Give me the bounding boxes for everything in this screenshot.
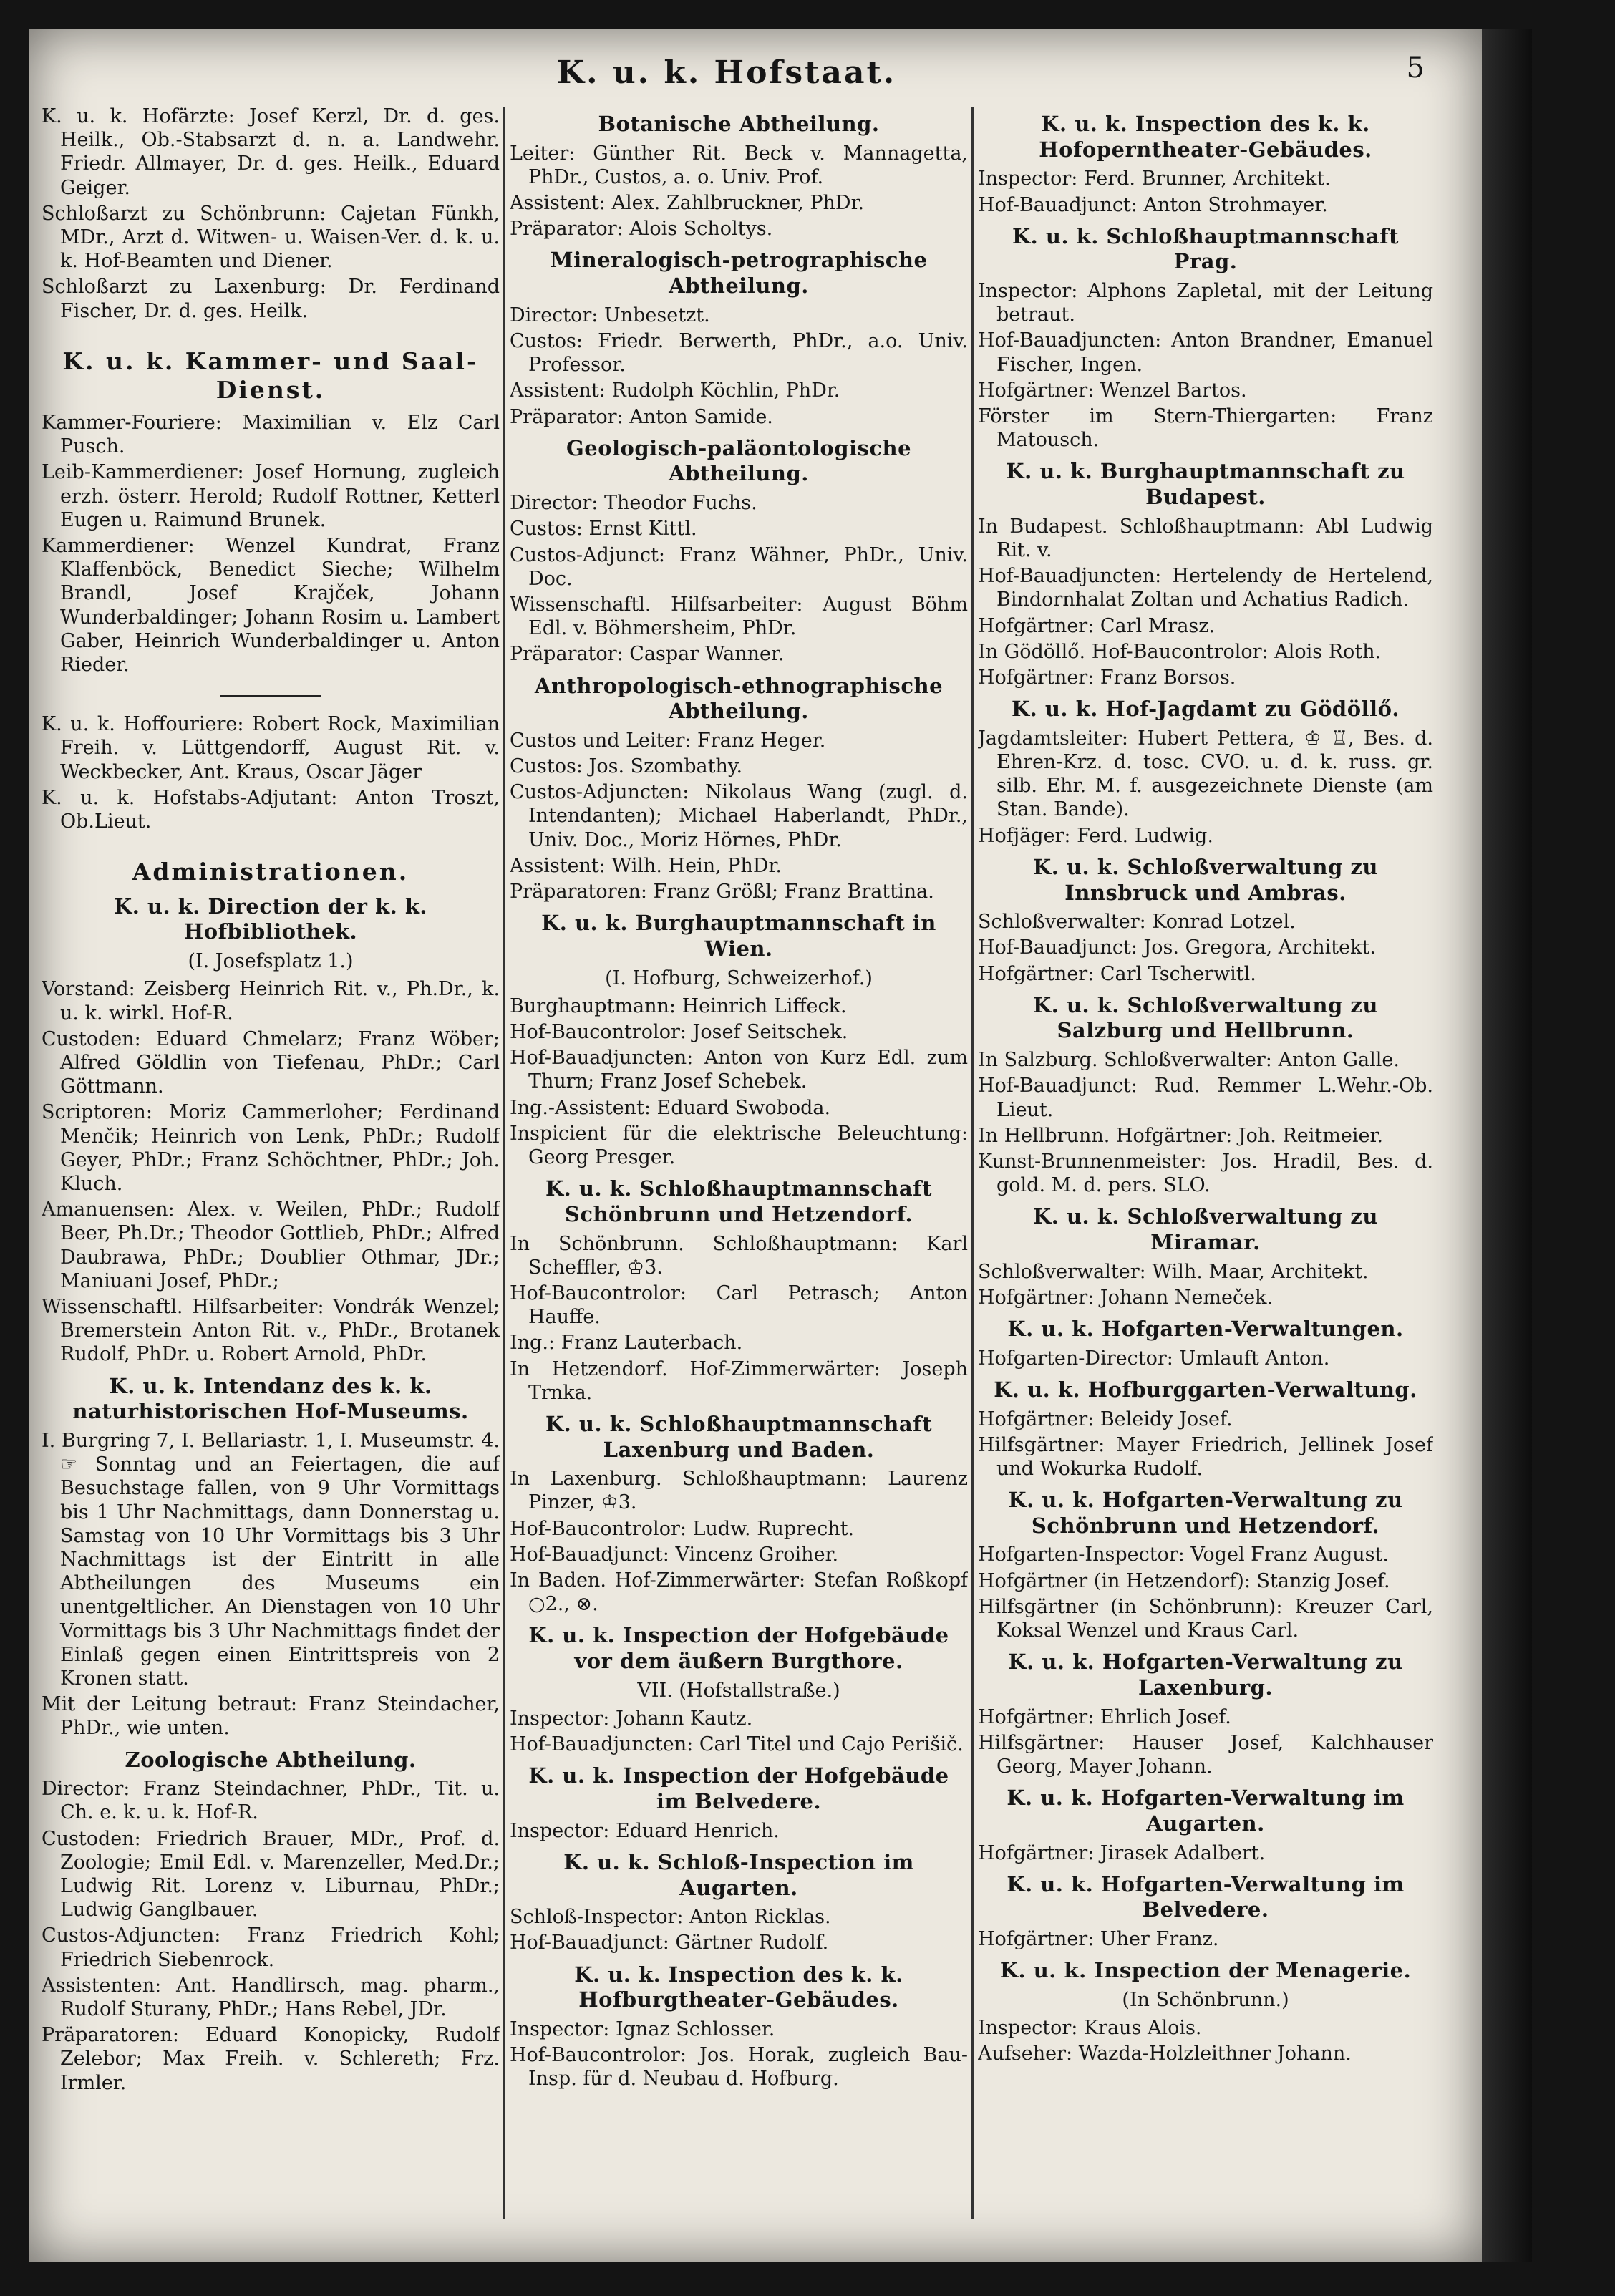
address-line: (I. Josefsplatz 1.) xyxy=(188,950,354,973)
directory-entry: Hofgarten-Inspector: Vogel Franz August. xyxy=(978,1544,1389,1566)
address-line: (In Schönbrunn.) xyxy=(1122,1988,1289,2011)
directory-entry: Hof-Baucontrolor: Josef Seitschek. xyxy=(510,1020,848,1043)
section-heading: K. u. k. Burghauptmannschaft zu Budapest. xyxy=(1006,459,1405,510)
directory-entry: Hof-Bauadjunct: Jos. Gregora, Architekt. xyxy=(978,936,1376,959)
directory-entry: Inspector: Ferd. Brunner, Architekt. xyxy=(978,168,1331,190)
address-line: (I. Hofburg, Schweizerhof.) xyxy=(605,967,873,989)
directory-entry: Wissenschaftl. Hilfsarbeiter: Vondrák Wenzel; Bremerstein Anton Rit. v., PhDr., Brotanek Rudolf, PhDr. u. Robert Arnold, PhDr. xyxy=(42,1295,500,1366)
directory-entry: Präparator: Anton Samide. xyxy=(510,405,773,428)
section-heading: K. u. k. Hofgarten-Verwaltung im Augarten. xyxy=(1007,1786,1405,1836)
directory-entry: I. Burgring 7, I. Bellariastr. 1, I. Museumstr. 4. ☞ Sonntag und an Feiertagen, die auf Besuchstage fallen, von 9 Uhr Vormittags bis 1 Uhr Nachmittags, dann Donnerstag u. Samstag von 10 Uhr Vormittags bis 3 Uhr Nachmittags ist der Eintritt in alle Abtheilungen des Museums ein unentgeltlicher. An Dienstagen von 10 Uhr Vormittags bis 3 Uhr Nachmittags findet der Einlaß gegen einen Eintrittspreis von 2 Kronen statt. xyxy=(42,1429,500,1690)
directory-entry: Hof-Bauadjuncten: Hertelendy de Hertelend, Bindornhalat Zoltan und Achatius Radich. xyxy=(978,565,1433,611)
section-heading: K. u. k. Inspection der Hofgebäude vor dem äußern Burgthore. xyxy=(528,1623,949,1674)
section-heading: Anthropologisch-ethnographische Abtheilung. xyxy=(534,673,944,724)
directory-entry: Präparatoren: Franz Größl; Franz Brattina. xyxy=(510,881,934,904)
column-middle xyxy=(510,105,968,2224)
section-heading: K. u. k. Inspection der Menagerie. xyxy=(999,1958,1412,1983)
book-edge xyxy=(1482,29,1532,2262)
section-heading: K. u. k. Hofburggarten-Verwaltung. xyxy=(994,1377,1417,1402)
directory-entry: In Hellbrunn. Hofgärtner: Joh. Reitmeier. xyxy=(978,1124,1383,1147)
directory-entry: Schloßarzt zu Laxenburg: Dr. Ferdinand Fischer, Dr. d. ges. Heilk. xyxy=(42,276,500,322)
directory-entry: Hof-Bauadjunct: Vincenz Groiher. xyxy=(510,1543,839,1566)
directory-entry: Präparatoren: Eduard Konopicky, Rudolf Zelebor; Max Freih. v. Schlereth; Frz. Irmler. xyxy=(42,2024,500,2094)
section-heading: K. u. k. Hofgarten-Verwaltung zu Laxenburg. xyxy=(1008,1650,1403,1700)
section-heading: K. u. k. Schloßverwaltung zu Innsbruck und Ambras. xyxy=(1033,854,1378,905)
section-heading: K. u. k. Schloßverwaltung zu Miramar. xyxy=(1033,1204,1378,1254)
section-heading: K. u. k. Intendanz des k. k. naturhistorischen Hof-Museums. xyxy=(72,1373,469,1424)
directory-entry: Custoden: Eduard Chmelarz; Franz Wöber; Alfred Göldlin von Tiefenau, PhDr.; Carl Göttmann. xyxy=(42,1027,500,1098)
directory-entry: Vorstand: Zeisberg Heinrich Rit. v., Ph.Dr., k. u. k. wirkl. Hof-R. xyxy=(42,978,500,1025)
section-heading: K. u. k. Schloß-Inspection im Augarten. xyxy=(563,1849,914,1900)
directory-entry: Hofgärtner: Carl Tscherwitl. xyxy=(978,962,1256,985)
directory-entry: Director: Franz Steindachner, PhDr., Tit. u. Ch. e. k. u. k. Hof-R. xyxy=(42,1778,500,1824)
directory-entry: K. u. k. Hoffouriere: Robert Rock, Maximilian Freih. v. Lüttgendorff, August Rit. v. Weckbecker, Ant. Kraus, Oscar Jäger xyxy=(42,713,500,783)
directory-entry: In Budapest. Schloßhauptmann: Abl Ludwig Rit. v. xyxy=(978,515,1433,561)
directory-entry: In Baden. Hof-Zimmerwärter: Stefan Roßkopf ○2., ⊗. xyxy=(510,1569,968,1616)
directory-entry: Inspector: Alphons Zapletal, mit der Leitung betraut. xyxy=(978,280,1433,326)
directory-entry: Hof-Bauadjuncten: Carl Titel und Cajo Perišič. xyxy=(510,1733,964,1756)
directory-entry: Hofgärtner: Carl Mrasz. xyxy=(978,614,1216,637)
column-divider xyxy=(503,107,505,2219)
section-heading: K. u. k. Schloßhauptmannschaft Schönbrunn und Hetzendorf. xyxy=(545,1176,933,1226)
directory-entry: Aufseher: Wazda-Holzleithner Johann. xyxy=(978,2043,1352,2065)
section-heading: Mineralogisch-petrographische Abtheilung. xyxy=(550,248,928,299)
directory-entry: Wissenschaftl. Hilfsarbeiter: August Böhm Edl. v. Böhmersheim, PhDr. xyxy=(510,593,968,640)
page-number: 5 xyxy=(1406,52,1425,84)
directory-entry: Assistent: Wilh. Hein, PhDr. xyxy=(510,854,782,877)
section-heading: K. u. k. Schloßhauptmannschaft Prag. xyxy=(1012,223,1400,274)
directory-entry: Präparator: Alois Scholtys. xyxy=(510,218,773,241)
section-heading: K. u. k. Inspection des k. k. Hofoperntheater-Gebäudes. xyxy=(1039,112,1372,162)
directory-entry: In Hetzendorf. Hof-Zimmerwärter: Joseph Trnka. xyxy=(510,1357,968,1404)
directory-entry: Kunst-Brunnenmeister: Jos. Hradil, Bes. d. gold. M. d. pers. SLO. xyxy=(978,1150,1433,1197)
directory-entry: Hilfsgärtner: Hauser Josef, Kalchhauser Georg, Mayer Johann. xyxy=(978,1731,1433,1778)
directory-entry: Hof-Bauadjuncten: Anton von Kurz Edl. zum Thurn; Franz Josef Schebek. xyxy=(510,1047,968,1093)
directory-entry: Hofgärtner: Johann Nemeček. xyxy=(978,1286,1274,1309)
directory-entry: Hof-Baucontrolor: Ludw. Ruprecht. xyxy=(510,1517,855,1540)
directory-entry: Präparator: Caspar Wanner. xyxy=(510,643,785,666)
section-heading: Administrationen. xyxy=(132,858,409,886)
directory-entry: Scriptoren: Moriz Cammerloher; Ferdinand Menčik; Heinrich von Lenk, PhDr.; Rudolf Geyer, PhDr.; Franz Schöchtner, PhDr.; Joh. Kluch. xyxy=(42,1101,500,1195)
directory-entry: Hofgärtner: Beleidy Josef. xyxy=(978,1408,1233,1430)
section-separator xyxy=(220,695,321,697)
directory-entry: Inspector: Johann Kautz. xyxy=(510,1707,753,1730)
directory-entry: Förster im Stern-Thiergarten: Franz Matousch. xyxy=(978,405,1433,452)
directory-entry: Schloß-Inspector: Anton Ricklas. xyxy=(510,1906,831,1929)
section-heading: Botanische Abtheilung. xyxy=(598,112,880,136)
directory-entry: Hofgärtner: Franz Borsos. xyxy=(978,666,1236,689)
directory-entry: Mit der Leitung betraut: Franz Steindacher, PhDr., wie unten. xyxy=(42,1693,500,1740)
section-heading: K. u. k. Kammer- und Saal-Dienst. xyxy=(62,347,479,405)
directory-entry: Custoden: Friedrich Brauer, MDr., Prof. d. Zoologie; Emil Edl. v. Marenzeller, Med.Dr.; Ludwig Rit. Lorenz v. Liburnau, PhDr.; Ludwig Ganglbauer. xyxy=(42,1827,500,1922)
directory-entry: Amanuensen: Alex. v. Weilen, PhDr.; Rudolf Beer, Ph.Dr.; Theodor Gottlieb, PhDr.; Alfred Daubrawa, PhDr.; Doublier Othmar, JDr.; Maniuani Josef, PhDr.; xyxy=(42,1198,500,1292)
directory-entry: Assistenten: Ant. Handlirsch, mag. pharm., Rudolf Sturany, PhDr.; Hans Rebel, JDr. xyxy=(42,1974,500,2021)
directory-entry: Custos und Leiter: Franz Heger. xyxy=(510,729,826,752)
running-head: K. u. k. Hofstaat. xyxy=(556,54,897,91)
directory-entry: Hof-Bauadjunct: Gärtner Rudolf. xyxy=(510,1932,829,1954)
directory-entry: Ing.-Assistent: Eduard Swoboda. xyxy=(510,1096,831,1119)
section-heading: Zoologische Abtheilung. xyxy=(125,1747,417,1772)
directory-entry: Hofgärtner: Jirasek Adalbert. xyxy=(978,1841,1266,1864)
directory-entry: Hofgärtner: Wenzel Bartos. xyxy=(978,379,1247,402)
directory-entry: Hof-Bauadjunct: Anton Strohmayer. xyxy=(978,193,1328,216)
directory-entry: Jagdamtsleiter: Hubert Pettera, ♔ ♖, Bes. d. Ehren-Krz. d. tosc. CVO. u. d. k. russ. gr. silb. Ehr. M. f. ausgezeichnete Dienste (am Stan. Bande). xyxy=(978,727,1433,821)
directory-entry: Hofgarten-Director: Umlauft Anton. xyxy=(978,1347,1330,1370)
directory-entry: Burghauptmann: Heinrich Liffeck. xyxy=(510,994,847,1017)
directory-entry: Hof-Baucontrolor: Jos. Horak, zugleich Bau-Insp. für d. Neubau d. Hofburg. xyxy=(510,2044,968,2091)
section-heading: K. u. k. Direction der k. k. Hofbibliothek. xyxy=(113,893,428,944)
directory-entry: Leiter: Günther Rit. Beck v. Mannagetta, PhDr., Custos, a. o. Univ. Prof. xyxy=(510,142,968,188)
directory-entry: K. u. k. Hofstabs-Adjutant: Anton Troszt, Ob.Lieut. xyxy=(42,786,500,833)
directory-entry: Schloßverwalter: Wilh. Maar, Architekt. xyxy=(978,1260,1369,1283)
directory-entry: Hof-Bauadjunct: Rud. Remmer L.Wehr.-Ob. Lieut. xyxy=(978,1075,1433,1121)
directory-entry: Custos: Ernst Kittl. xyxy=(510,518,697,541)
directory-entry: Custos: Friedr. Berwerth, PhDr., a.o. Univ. Professor. xyxy=(510,329,968,377)
section-heading: K. u. k. Hof-Jagdamt zu Gödöllő. xyxy=(1011,697,1400,722)
directory-entry: Custos-Adjuncten: Nikolaus Wang (zugl. d. Intendanten); Michael Haberlandt, PhDr., Univ. Doc., Moriz Hörnes, PhDr. xyxy=(510,781,968,851)
section-heading: K. u. k. Hofgarten-Verwaltung im Belvedere. xyxy=(1007,1871,1405,1922)
directory-entry: Inspector: Kraus Alois. xyxy=(978,2017,1202,2040)
directory-entry: Inspector: Ignaz Schlosser. xyxy=(510,2018,775,2040)
section-heading: K. u. k. Hofgarten-Verwaltungen. xyxy=(1007,1317,1404,1342)
directory-entry: In Laxenburg. Schloßhauptmann: Laurenz Pinzer, ♔3. xyxy=(510,1468,968,1514)
section-heading: K. u. k. Inspection der Hofgebäude im Belvedere. xyxy=(528,1763,949,1814)
address-line: VII. (Hofstallstraße.) xyxy=(637,1679,840,1702)
directory-entry: Assistent: Rudolph Köchlin, PhDr. xyxy=(510,379,840,402)
directory-entry: Kammer-Fouriere: Maximilian v. Elz Carl Pusch. xyxy=(42,411,500,458)
column-left xyxy=(42,105,500,2224)
page-header xyxy=(29,42,1425,99)
directory-entry: Inspector: Eduard Henrich. xyxy=(510,1819,780,1842)
directory-entry: Hofgärtner (in Hetzendorf): Stanzig Josef. xyxy=(978,1569,1390,1592)
directory-entry: Hof-Baucontrolor: Carl Petrasch; Anton Hauffe. xyxy=(510,1282,968,1329)
section-heading: K. u. k. Schloßhauptmannschaft Laxenburg und Baden. xyxy=(545,1411,933,1462)
directory-entry: Assistent: Alex. Zahlbruckner, PhDr. xyxy=(510,192,865,215)
directory-entry: Hofjäger: Ferd. Ludwig. xyxy=(978,824,1213,847)
directory-entry: Hilfsgärtner: Mayer Friedrich, Jellinek Josef und Wokurka Rudolf. xyxy=(978,1433,1433,1480)
directory-entry: Schloßverwalter: Konrad Lotzel. xyxy=(978,911,1296,934)
directory-entry: Custos-Adjunct: Franz Wähner, PhDr., Univ. Doc. xyxy=(510,543,968,590)
directory-entry: In Gödöllő. Hof-Baucontrolor: Alois Roth. xyxy=(978,640,1382,663)
directory-entry: K. u. k. Hofärzte: Josef Kerzl, Dr. d. ges. Heilk., Ob.-Stabsarzt d. n. a. Landwehr. Friedr. Allmayer, Dr. d. ges. Heilk., Eduard Geiger. xyxy=(42,105,500,199)
directory-entry: Hofgärtner: Ehrlich Josef. xyxy=(978,1705,1231,1728)
directory-entry: In Schönbrunn. Schloßhauptmann: Karl Scheffler, ♔3. xyxy=(510,1232,968,1279)
directory-entry: Leib-Kammerdiener: Josef Hornung, zugleich erzh. österr. Herold; Rudolf Rottner, Ketterl Eugen u. Raimund Brunek. xyxy=(42,461,500,531)
directory-entry: Inspicient für die elektrische Beleuchtung: Georg Presger. xyxy=(510,1122,968,1168)
section-heading: K. u. k. Schloßverwaltung zu Salzburg und Hellbrunn. xyxy=(1033,992,1378,1043)
column-right xyxy=(978,105,1433,2224)
directory-entry: Ing.: Franz Lauterbach. xyxy=(510,1332,743,1355)
directory-entry: In Salzburg. Schloßverwalter: Anton Galle. xyxy=(978,1049,1400,1072)
section-heading: K. u. k. Burghauptmannschaft in Wien. xyxy=(541,911,936,961)
section-heading: Geologisch-paläontologische Abtheilung. xyxy=(566,435,912,486)
directory-entry: Hofgärtner: Uher Franz. xyxy=(978,1928,1219,1951)
column-divider xyxy=(971,107,974,2219)
directory-entry: Hilfsgärtner (in Schönbrunn): Kreuzer Carl, Koksal Wenzel und Kraus Carl. xyxy=(978,1595,1433,1642)
directory-entry: Director: Unbesetzt. xyxy=(510,304,710,326)
section-heading: K. u. k. Inspection des k. k. Hofburgtheater-Gebäudes. xyxy=(574,1962,903,2012)
directory-entry: Director: Theodor Fuchs. xyxy=(510,492,757,515)
directory-entry: Schloßarzt zu Schönbrunn: Cajetan Fünkh, MDr., Arzt d. Witwen- u. Waisen-Ver. d. k. u. k. Hof-Beamten und Diener. xyxy=(42,202,500,273)
section-heading: K. u. k. Hofgarten-Verwaltung zu Schönbrunn und Hetzendorf. xyxy=(1008,1488,1403,1538)
directory-entry: Hof-Bauadjuncten: Anton Brandner, Emanuel Fischer, Ingen. xyxy=(978,329,1433,376)
directory-entry: Custos: Jos. Szombathy. xyxy=(510,755,743,778)
directory-entry: Kammerdiener: Wenzel Kundrat, Franz Klaffenböck, Benedict Sieche; Wilhelm Brandl, Josef Krajček, Johann Wunderbaldinger; Johann Rosim u. Lambert Gaber, Heinrich Wunderbaldinger u. Anton Rieder. xyxy=(42,535,500,677)
directory-entry: Custos-Adjuncten: Franz Friedrich Kohl; Friedrich Siebenrock. xyxy=(42,1924,500,1971)
